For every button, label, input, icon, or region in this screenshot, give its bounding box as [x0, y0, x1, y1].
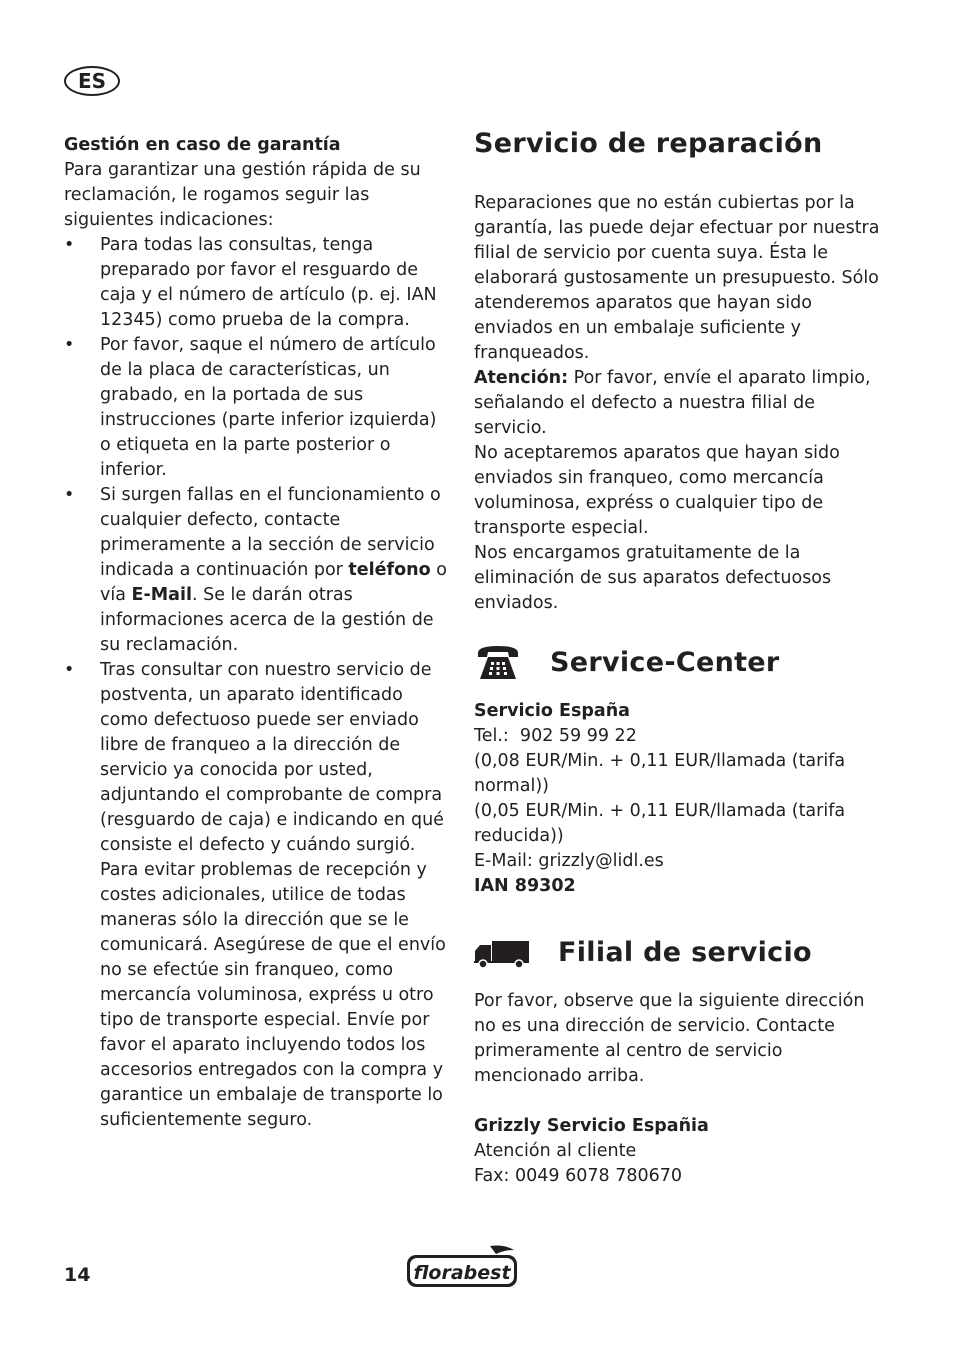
- service-rate-normal: (0,08 EUR/Min. + 0,11 EUR/llamada (tarifa normal)): [474, 751, 846, 796]
- service-email: E-Mail: grizzly@lidl.es: [474, 851, 664, 871]
- branch-note: Por favor, observe que la siguiente dirección no es una dirección de servicio. Contacte primeramente al centro de servicio mencionado arriba.: [474, 991, 865, 1086]
- page-number: 14: [64, 1264, 91, 1286]
- service-center-header: [474, 641, 886, 685]
- branch-name: Grizzly Servicio Españia: [474, 1116, 709, 1136]
- branch-header: [474, 931, 886, 975]
- email-emphasis: E-Mail: [131, 585, 192, 605]
- language-code: ES: [77, 69, 107, 93]
- service-phone: Tel.: 902 59 99 22: [474, 726, 637, 746]
- telephone-icon: [474, 643, 522, 683]
- telephone-emphasis: teléfono: [348, 560, 431, 580]
- branch-line: Atención al cliente: [474, 1141, 637, 1161]
- warranty-list: [64, 233, 448, 1133]
- service-rate-reduced: (0,05 EUR/Min. + 0,11 EUR/llamada (tarifa reducida)): [474, 801, 846, 846]
- list-item: • Tras consultar con nuestro servicio de postventa, un aparato identificado como defectuoso puede ser enviado libre de franqueo a la dirección de servicio ya conocida por usted, adjuntando el comprobante de compra (resguardo de caja) e indicando en qué consiste el defecto y cuándo surgió. Para evitar problemas de recepción y costes adicionales, utilice de todas maneras sólo la dirección que se le comunicará. Asegúrese de que el envío no se efectúe sin franqueo, como mercancía voluminosa, expréss u otro tipo de transporte especial. Envíe por favor el aparato incluyendo todos los accesorios entregados con la compra y garantice un embalaje de transporte lo suficientemente seguro.: [64, 660, 446, 1130]
- service-name: Servicio España: [474, 701, 630, 721]
- right-column: [474, 122, 886, 1189]
- warranty-intro: Para garantizar una gestión rápida de su reclamación, le rogamos seguir las siguientes indicaciones:: [64, 160, 421, 230]
- list-item: • Por favor, saque el número de artículo de la placa de características, un grabado, en la portada de sus instrucciones (parte inferior izquierda) o etiqueta en la parte posterior o inferior.: [64, 335, 437, 480]
- branch-title: Filial de servicio: [558, 937, 812, 968]
- florabest-logo: [404, 1244, 520, 1290]
- list-item: • Si surgen fallas en el funcionamiento o cualquier defecto, contacte primeramente a la sección de servicio indicada a continuación por teléfono o vía E-Mail. Se le darán otras informaciones acerca de la gestión de su reclamación.: [64, 485, 447, 655]
- repair-title: Servicio de reparación: [474, 128, 823, 159]
- repair-paragraph: Reparaciones que no están cubiertas por la garantía, las puede dejar efectuar por nuestra filial de servicio por cuenta suya. Ésta le elaborará gustosamente un presupuesto. Sólo atenderemos aparatos que hayan sido enviados en un embalaje suficiente y franqueados.: [474, 193, 880, 363]
- language-badge: [64, 66, 120, 96]
- logo-text: florabest: [413, 1262, 511, 1284]
- repair-paragraph: Nos encargamos gratuitamente de la eliminación de sus aparatos defectuosos enviados.: [474, 543, 832, 613]
- branch-fax: Fax: 0049 6078 780670: [474, 1166, 683, 1186]
- list-item: • Para todas las consultas, tenga preparado por favor el resguardo de caja y el número de artículo (p. ej. IAN 12345) como prueba de la compra.: [64, 235, 437, 330]
- service-center-title: Service-Center: [550, 647, 780, 678]
- warranty-section: [64, 133, 448, 1133]
- truck-icon: [474, 937, 530, 969]
- repair-attention: Atención: Por favor, envíe el aparato limpio, señalando el defecto a nuestra filial de servicio.: [474, 368, 871, 438]
- repair-paragraph: No aceptaremos aparatos que hayan sido enviados sin franqueo, como mercancía voluminosa, expréss o cualquier tipo de transporte especial.: [474, 443, 840, 538]
- warranty-heading: Gestión en caso de garantía: [64, 135, 341, 155]
- service-ian: IAN 89302: [474, 876, 576, 896]
